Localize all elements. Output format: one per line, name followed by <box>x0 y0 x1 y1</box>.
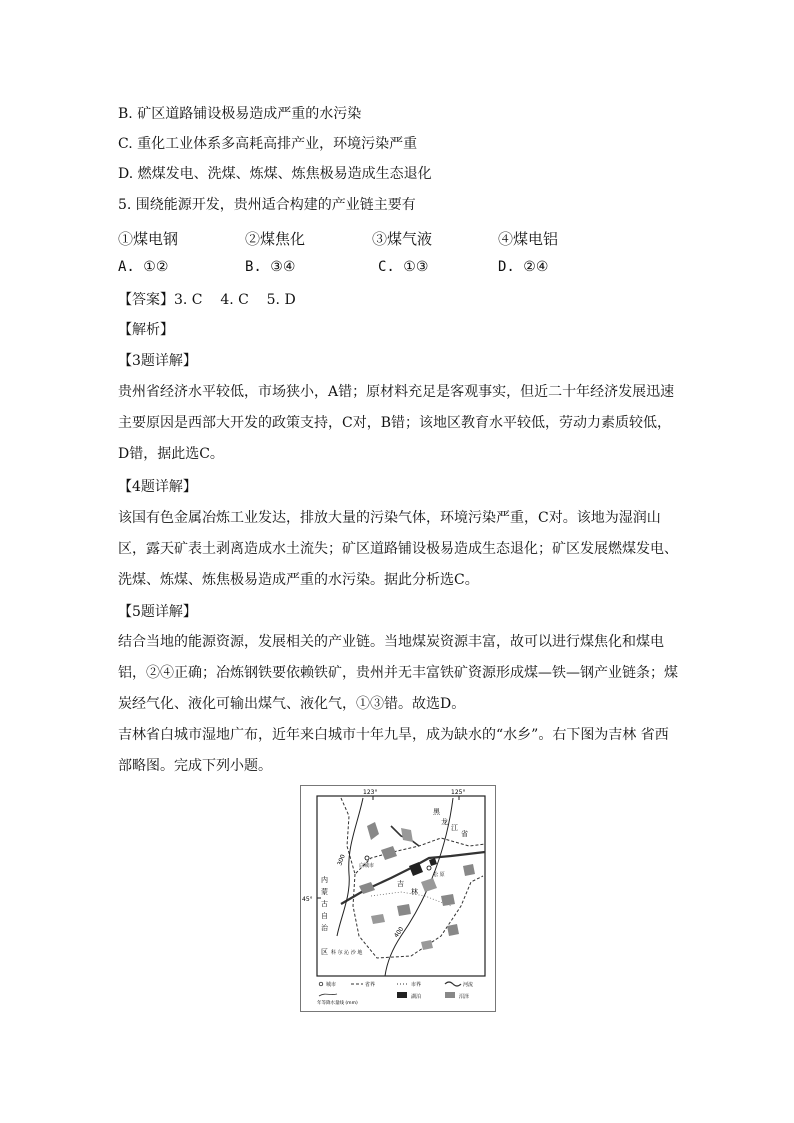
q5-choice-a: A. ①② <box>118 259 169 275</box>
svg-text:江: 江 <box>451 824 458 832</box>
legend-city: 城市 <box>326 982 337 988</box>
option-b: B. 矿区道路铺设极易造成严重的水污染 <box>118 106 362 122</box>
svg-text:黑: 黑 <box>433 808 440 816</box>
q5-choice-c: C. ①③ <box>378 259 429 275</box>
q5-item-1: ①煤电钢 <box>118 230 179 248</box>
option-d: D. 燃煤发电、洗煤、炼煤、炼焦极易造成生态退化 <box>118 166 432 182</box>
q5-detail-heading: 【5题详解】 <box>118 604 197 620</box>
legend-river: 河流 <box>463 982 474 988</box>
q3-heading: 【3题详解】 <box>118 353 197 369</box>
svg-text:龙: 龙 <box>441 818 448 826</box>
baicheng-label: 白城市 <box>359 863 375 869</box>
analysis-heading: 【解析】 <box>118 322 174 338</box>
q5-explanation: 结合当地的能源资源，发展相关的产业链。当地煤炭资源丰富，故可以进行煤焦化和煤电铝，②④正确；冶炼钢铁要依赖铁矿，贵州并无丰富铁矿资源形成煤—铁—钢产业链条；煤炭经气化、液化可输出煤气、液化气，①③错。故选D。 <box>118 634 678 712</box>
legend-lake: 湖泊 <box>411 994 422 1000</box>
legend-province: 省界 <box>365 982 376 988</box>
legend-cityline: 市界 <box>411 982 422 988</box>
lake <box>409 862 423 876</box>
legend-isohyet: 年等降水量线 (mm) <box>317 1001 358 1006</box>
marsh-area <box>367 822 379 840</box>
svg-text:治: 治 <box>321 924 328 932</box>
q5-item-2: ②煤焦化 <box>245 230 306 248</box>
legend-city-symbol <box>319 982 323 986</box>
svg-text:蒙: 蒙 <box>321 888 328 896</box>
svg-text:自: 自 <box>321 912 328 920</box>
lon-125-label: 125° <box>451 789 466 796</box>
q5-choice-b: B. ③④ <box>245 259 296 275</box>
q4-explanation: 该国有色金属冶炼工业发达，排放大量的污染气体，环境污染严重，C对。该地为湿润山区，露天矿表土剥离造成水土流失；矿区道路铺设极易造成生态退化；矿区发展燃煤发电、洗煤、炼煤、炼焦极易造成严重的水污染。据此分析选C。 <box>118 510 678 588</box>
q5-item-3: ③煤气液 <box>372 230 433 248</box>
answer-line: 【答案】3. C 4. C 5. D <box>118 292 296 308</box>
svg-text:林: 林 <box>411 888 418 896</box>
svg-text:古: 古 <box>321 900 328 908</box>
songyuan-label: 松 原 <box>433 872 445 878</box>
svg-text:内: 内 <box>321 876 328 884</box>
question-5-stem: 5. 围绕能源开发，贵州适合构建的产业链主要有 <box>118 197 416 213</box>
q4-heading: 【4题详解】 <box>118 479 197 495</box>
jilin-west-map <box>300 785 496 1012</box>
svg-text:省: 省 <box>461 830 468 838</box>
lat-45-label: 45° <box>302 896 313 903</box>
q5-item-4: ④煤电铝 <box>498 230 559 248</box>
q3-explanation: 贵州省经济水平较低，市场狭小，A错；原材料充足是客观事实，但近二十年经济发展迅速主要原因是西部大开发的政策支持，C对，B错；该地区教育水平较低，劳动力素质较低，D错，据此选C。 <box>118 384 675 462</box>
q5-choice-d: D. ②④ <box>498 259 549 275</box>
isohyet-400-label: 400 <box>392 925 406 940</box>
lon-123-label: 123° <box>363 789 378 796</box>
isohyet-300-label: 300 <box>336 853 347 867</box>
option-c: C. 重化工业体系多高耗高排产业，环境污染严重 <box>118 136 418 152</box>
keerqin-label: 科 尔 沁 沙 地 <box>331 950 363 956</box>
svg-text:区: 区 <box>321 948 328 956</box>
river <box>341 852 485 904</box>
svg-text:吉: 吉 <box>397 880 404 888</box>
city-marker <box>365 856 369 860</box>
legend-marsh: 沼泽 <box>459 994 470 1000</box>
intro-paragraph: 吉林省白城市湿地广布，近年来白城市十年九旱，成为缺水的“水乡”。右下图为吉林 省西部略图。完成下列小题。 <box>118 727 669 774</box>
